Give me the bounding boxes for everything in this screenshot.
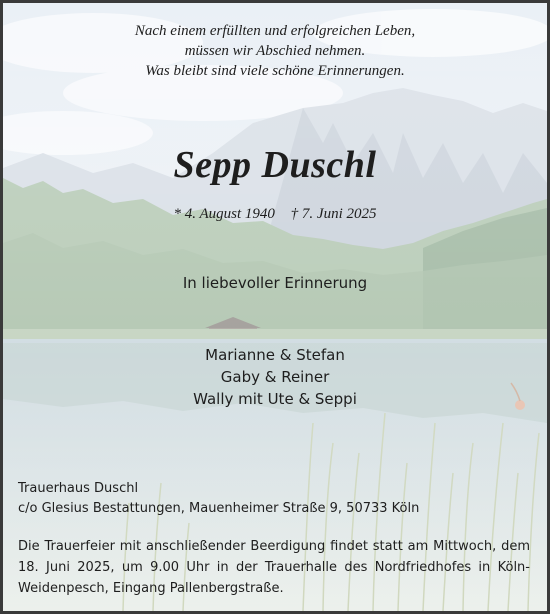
family-line: Marianne & Stefan xyxy=(205,346,345,364)
funeral-home-block xyxy=(18,479,419,519)
funeral-home-name: Trauerhaus Duschl xyxy=(18,481,139,496)
birth-date: * 4. August 1940 xyxy=(173,206,275,222)
readability-veil xyxy=(3,3,547,611)
intro-line: Was bleibt sind viele schöne Erinnerungen. xyxy=(145,63,405,79)
memory-line: In liebevoller Erinnerung xyxy=(182,274,368,292)
deceased-name: Sepp Duschl xyxy=(173,144,377,186)
family-line: Wally mit Ute & Seppi xyxy=(193,390,357,408)
background-landscape xyxy=(3,3,547,611)
life-dates xyxy=(3,206,547,223)
funeral-home-address: c/o Glesius Bestattungen, Mauenheimer Straße 9, 50733 Köln xyxy=(18,501,420,516)
intro-text xyxy=(3,21,547,81)
intro-line: Nach einem erfüllten und erfolgreichen Leben, xyxy=(134,23,416,39)
intro-line: müssen wir Abschied nehmen. xyxy=(184,43,366,59)
death-date: † 7. Juni 2025 xyxy=(290,206,377,222)
family-names xyxy=(3,344,547,410)
family-line: Gaby & Reiner xyxy=(220,368,330,386)
funeral-notice: Die Trauerfeier mit anschließender Beerdigung findet statt am Mittwoch, dem 18. Juni 2025, um 9.00 Uhr in der Trauerhalle des Nordfriedhofes in Köln-Weidenpesch, Eingang Pallenbergstraße. xyxy=(18,539,530,596)
